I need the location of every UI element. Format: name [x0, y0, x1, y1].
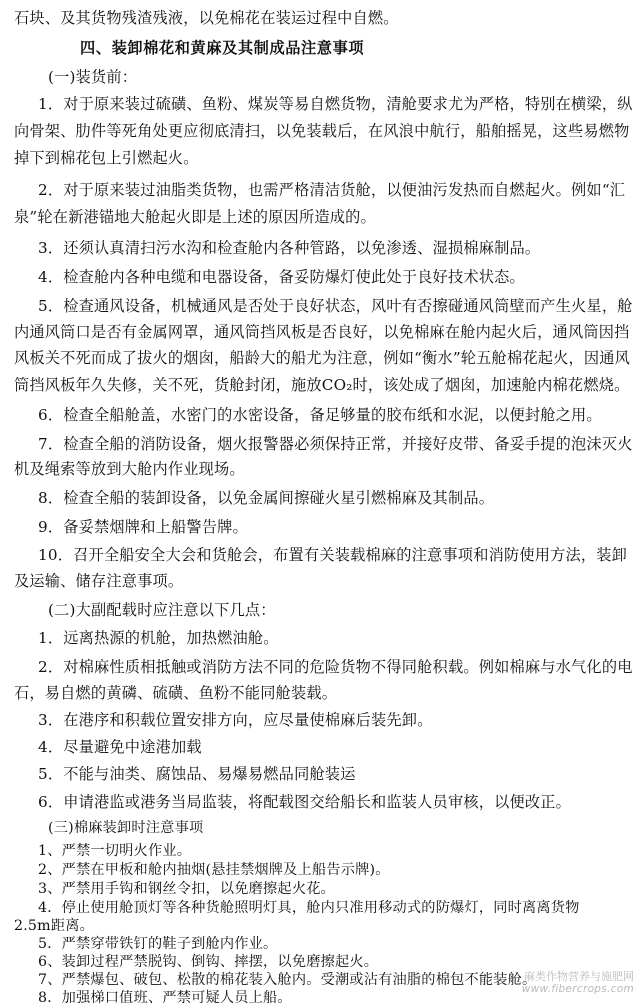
stowage-item-5: 5．不能与油类、腐蚀品、易爆易燃品同舱装运: [38, 765, 356, 783]
list-item-7-line-2: 机及绳索等放到大舱内作业现场。: [14, 460, 245, 478]
list-item-10-line-2: 及运输、储存注意事项。: [14, 572, 184, 590]
watermark-url: www.fibercrops.com: [521, 983, 634, 995]
list-item-3: 3．还须认真清扫污水沟和检查舱内各种管路，以免渗透、湿损棉麻制品。: [38, 239, 541, 257]
handling-item-6: 6、装卸过程严禁脱钩、倒钩、摔摆，以免磨擦起火。: [38, 954, 379, 970]
handling-item-2: 2、严禁在甲板和舱内抽烟(悬挂禁烟牌及上船告示牌)。: [38, 862, 390, 878]
list-item-2-line-2: 泉”轮在新港锚地大舱起火即是上述的原因所造成的。: [14, 208, 376, 226]
watermark-site-name: 麻类作物营养与施肥网: [524, 970, 634, 983]
stowage-item-3: 3．在港序和积载位置安排方向，应尽量使棉麻后装先卸。: [38, 711, 433, 729]
stowage-item-1: 1．远离热源的机舱，加热燃油舱。: [38, 629, 279, 647]
list-item-4: 4．检查舱内各种电缆和电器设备，备妥防爆灯使此处于良好技术状态。: [38, 268, 525, 286]
handling-item-8: 8．加强梯口值班、严禁可疑人员上船。: [38, 990, 292, 1006]
list-item-2-line-1: 2．对于原来装过油脂类货物，也需严格清洁货舱，以便油污发热而自燃起火。例如“汇: [38, 181, 626, 199]
watermark: [522, 970, 634, 996]
subsection-heading-handling: (三)棉麻装卸时注意事项: [48, 820, 204, 836]
list-item-5-line-1: 5．检查通风设备，机械通风是否处于良好状态，风叶有否擦碰通风筒壁而产生火星，舱: [38, 297, 633, 315]
subsection-heading-stowage: (二)大副配载时应注意以下几点：: [48, 601, 276, 619]
list-item-1-line-1: 1．对于原来装过硫磺、鱼粉、煤炭等易自燃货物，清舱要求尤为严格，特别在横梁，纵: [38, 95, 633, 113]
list-item-8: 8．检查全船的装卸设备，以免金属间擦碰火星引燃棉麻及其制品。: [38, 489, 495, 507]
list-item-5-line-3: 风板关不死而成了拔火的烟囱，船龄大的船尤为注意，例如“衡水”轮五舱棉花起火，因通风: [14, 349, 631, 367]
text-line-continuation: 石块、及其货物残渣残液，以免棉花在装运过程中自燃。: [14, 9, 399, 27]
stowage-item-2-line-2: 石，易自燃的黄磷、硫磺、鱼粉不能同舱装载。: [14, 684, 338, 702]
stowage-item-2-line-1: 2．对棉麻性质相抵触或消防方法不同的危险货物不得同舱积载。例如棉麻与水气化的电: [38, 658, 633, 676]
list-item-1-line-2: 向骨架、肋件等死角处更应彻底清扫，以免装载后，在风浪中航行，船舶摇晃，这些易燃物: [14, 122, 630, 140]
handling-item-4-line-2: 2.5m距离。: [14, 918, 94, 934]
handling-item-5: 5．严禁穿带铁钉的鞋子到舱内作业。: [38, 936, 278, 952]
list-item-10-line-1: 10．召开全船安全大会和货舱会，布置有关装载棉麻的注意事项和消防使用方法，装卸: [38, 546, 628, 564]
section-heading: 四、装卸棉花和黄麻及其制成品注意事项: [80, 39, 365, 57]
list-item-7-line-1: 7．检查全船的消防设备，烟火报警器必须保持正常，并接好皮带、备妥手提的泡沫灭火: [38, 435, 633, 453]
list-item-1-line-3: 掉下到棉花包上引燃起火。: [14, 149, 199, 167]
list-item-5-line-4: 筒挡风板年久失修，关不死，货舱封闭，施放CO₂时，该处成了烟囱，加速舱内棉花燃烧。: [14, 376, 630, 394]
handling-item-1: 1、严禁一切明火作业。: [38, 843, 192, 859]
stowage-item-4: 4．尽量避免中途港加载: [38, 738, 202, 756]
list-item-6: 6．检查全船舱盖，水密门的水密设备，备足够量的胶布纸和水泥，以便封舱之用。: [38, 406, 602, 424]
stowage-item-6: 6．申请港监或港务当局监装，将配载图交给船长和监装人员审核，以便改正。: [38, 793, 572, 811]
document-page: [14, 4, 633, 1006]
handling-item-7: 7、严禁爆包、破包、松散的棉花装入舱内。受潮或沾有油脂的棉包不能装舱。: [38, 972, 537, 988]
list-item-5-line-2: 内通风筒口是否有金属网罩，通风筒挡风板是否良好，以免棉麻在舱内起火后，通风筒因挡: [14, 323, 630, 341]
subsection-heading-before-loading: (一)装货前：: [48, 68, 138, 86]
handling-item-4-line-1: 4．停止使用舱顶灯等各种货舱照明灯具，舱内只准用移动式的防爆灯，同时离离货物: [38, 900, 580, 916]
list-item-9: 9．备妥禁烟牌和上船警告牌。: [38, 518, 248, 536]
handling-item-3: 3、严禁用手钩和钢丝令扣，以免磨擦起火花。: [38, 881, 335, 897]
